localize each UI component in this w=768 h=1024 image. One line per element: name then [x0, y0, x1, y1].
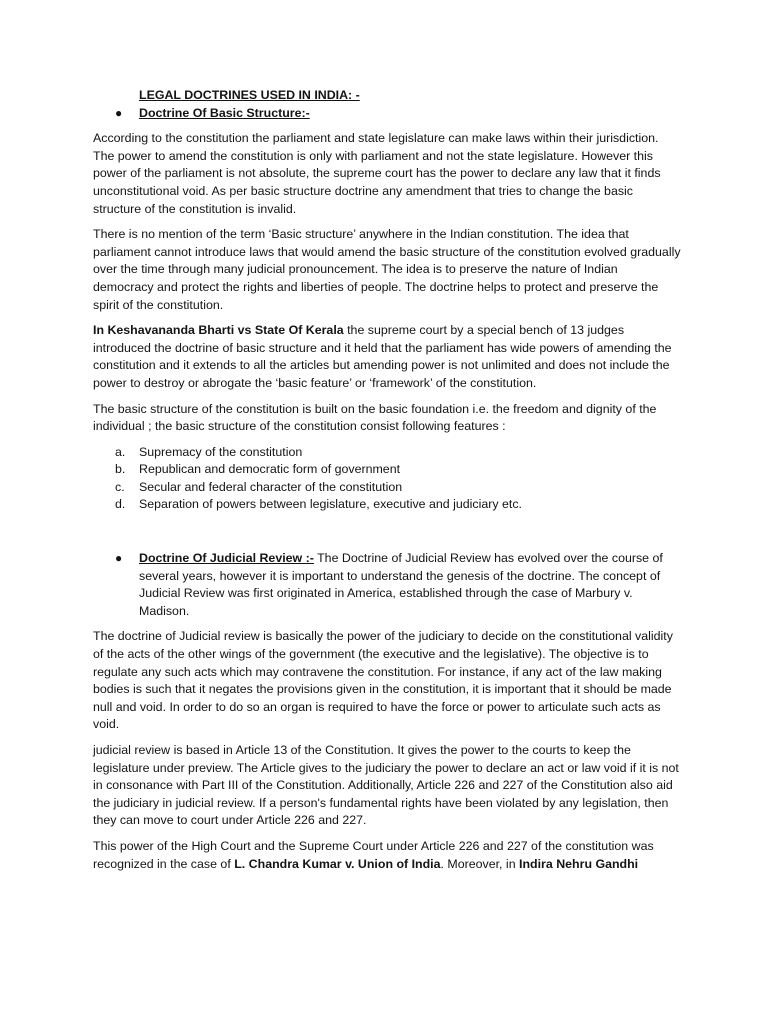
judicial-review-para-3-a: This power of the High Court and the Supreme Court under Article 226 and 227 of the constitution was recognized in the case of: [93, 838, 654, 871]
judicial-review-para-1: The doctrine of Judicial review is basically the power of the judiciary to decide on the constitutional validity of the acts of the other wings of the government (the executive and the legislative). The objective is to regulate any such acts which may contravene the constitution. For instance, if any act of the law making bodies is such that it negates the provisions given in the constitution, it is important that it should be made null and void. In order to do so an organ is required to have the force or power to articulate such acts as void.: [93, 629, 673, 732]
basic-structure-heading: Doctrine Of Basic Structure:-: [139, 105, 310, 120]
list-item: [93, 461, 681, 479]
list-item: [93, 479, 681, 497]
features-list: [93, 444, 681, 514]
section-spacer: [93, 522, 681, 550]
list-item: [93, 444, 681, 462]
list-item-text: Supremacy of the constitution: [139, 444, 303, 459]
case-chandra-kumar: L. Chandra Kumar v. Union of India: [234, 856, 441, 871]
document-body: [93, 87, 681, 881]
basic-structure-para-4: The basic structure of the constitution is built on the basic foundation i.e. the freedom and dignity of the individual ; the basic structure of the constitution consist following features :: [93, 401, 657, 434]
judicial-review-intro: The Doctrine of Judicial Review has evolved over the course of several years, however it is important to understand the genesis of the doctrine. The concept of Judicial Review was first originated in America, established through the case of Marbury v. Madison.: [139, 551, 663, 618]
list-item-text: Separation of powers between legislature, executive and judiciary etc.: [139, 497, 522, 512]
bullet-judicial-review: [93, 550, 681, 620]
document-heading: LEGAL DOCTRINES USED IN INDIA: -: [139, 88, 360, 102]
bullet-basic-structure: [93, 105, 681, 123]
basic-structure-para-3-text: the supreme court by a special bench of 13 judges introduced the doctrine of basic structure and it held that the parliament has wide powers of amending the constitution and it extends to all the articles but amending power is not unlimited and does not include the power to destroy or abrogate the ‘basic feature’ or ‘framework’ of the constitution.: [93, 323, 672, 390]
basic-structure-para-3: [93, 322, 681, 392]
list-item-marker: d.: [115, 497, 126, 512]
list-item-text: Secular and federal character of the constitution: [139, 479, 403, 494]
list-item-text: Republican and democratic form of government: [139, 462, 401, 477]
list-item-marker: a.: [115, 444, 126, 459]
basic-structure-para-2: There is no mention of the term ‘Basic structure’ anywhere in the Indian constitution. The idea that parliament cannot introduce laws that would amend the basic structure of the constitution evolved gradually over the time through many judicial pronouncement. The idea is to preserve the nature of Indian democracy and protect the rights and liberties of people. The doctrine helps to protect and preserve the spirit of the constitution.: [93, 227, 681, 312]
list-item-marker: b.: [115, 462, 126, 477]
basic-structure-para-1: According to the constitution the parliament and state legislature can make laws within their jurisdiction. The power to amend the constitution is only with parliament and not the state legislature. However this power of the parliament is not absolute, the supreme court has the power to declare any law that it finds unconstitutional void. As per basic structure doctrine any amendment that tries to change the basic structure of the constitution is invalid.: [93, 131, 661, 216]
bullet-dot-icon: ●: [115, 105, 123, 120]
judicial-review-para-2: judicial review is based in Article 13 of the Constitution. It gives the power to the courts to keep the legislature under preview. The Article gives to the judiciary the power to declare an act or law void if it is not in consonance with Part III of the Constitution. Additionally, Article 226 and 227 of the Constitution also aid the judiciary in judicial review. If a person's fundamental rights have been violated by any legislation, then they can move to court under Article 226 and 227.: [93, 743, 679, 828]
case-indira-gandhi: Indira Nehru Gandhi: [519, 856, 639, 871]
case-keshavananda: In Keshavananda Bharti vs State Of Kerala: [93, 323, 344, 338]
list-item-marker: c.: [115, 479, 125, 494]
judicial-review-heading: Doctrine Of Judicial Review :-: [139, 551, 314, 566]
bullet-dot-icon: ●: [115, 551, 123, 566]
list-item: [93, 496, 681, 514]
judicial-review-para-3: [93, 838, 681, 873]
judicial-review-para-3-b: . Moreover, in: [440, 856, 520, 871]
